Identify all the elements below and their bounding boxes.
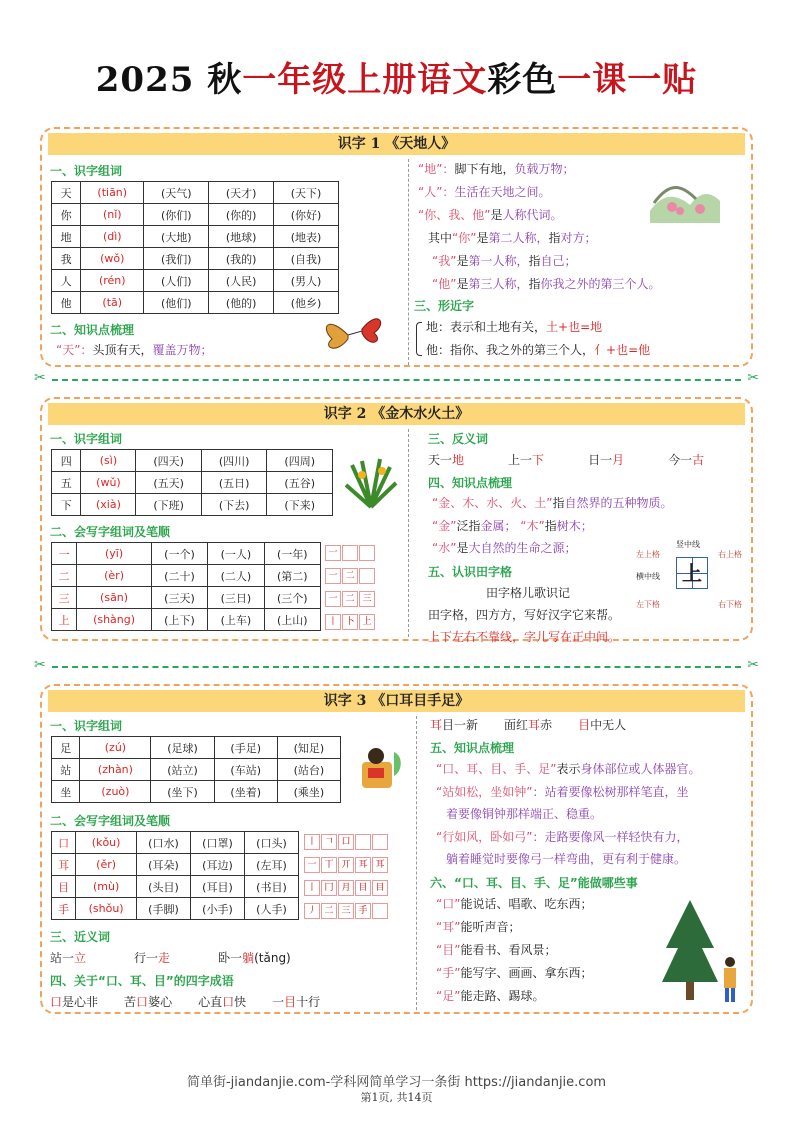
lesson3-card <box>40 684 753 1014</box>
word-cell: (他乡) <box>274 292 339 314</box>
antonym-pair <box>428 453 464 467</box>
section-heading: 一、识字组词 <box>50 164 123 178</box>
word-cell: (我们) <box>144 248 209 270</box>
pinyin-cell: (èr) <box>77 565 151 587</box>
word-cell: (头目) <box>136 876 190 898</box>
stroke-cell: 一 <box>325 591 341 607</box>
section-heading: 五、认识田字格 <box>428 565 513 579</box>
ability-text: 能看书、看风景； <box>460 943 557 957</box>
table-row <box>52 248 339 270</box>
scissors-icon: ✂ <box>34 657 46 673</box>
idiom-part: 口 <box>136 995 149 1009</box>
char-table <box>51 449 333 516</box>
word-cell: (知足) <box>277 737 340 759</box>
idiom-part: 十行 <box>296 995 321 1009</box>
stroke-cell: 丨 <box>304 834 320 850</box>
knowledge-line: “你、我、他”是人称代词。 <box>418 208 563 222</box>
word-cell: (五日) <box>201 472 267 494</box>
word-cell: (口头) <box>244 832 298 854</box>
table-row <box>52 182 339 204</box>
table-row <box>52 270 339 292</box>
word-cell: (坐下) <box>151 781 214 803</box>
plant-icon <box>342 455 400 509</box>
knowledge-line: “地”：脚下有地，负载万物； <box>418 162 575 176</box>
word-cell: (下来) <box>267 494 333 516</box>
word-cell: (二人) <box>208 565 264 587</box>
lesson2-heading: 识字 2 《金木水火土》 <box>48 403 745 425</box>
lesson1-heading: 识字 1 《天地人》 <box>48 133 745 155</box>
stroke-cell <box>359 568 375 584</box>
word-cell: (乘坐) <box>277 781 340 803</box>
word-cell: (自我) <box>274 248 339 270</box>
idiom <box>198 995 246 1009</box>
stroke-cell: 耳 <box>355 857 371 873</box>
table-row <box>52 204 339 226</box>
word-cell: (耳朵) <box>136 854 190 876</box>
section-heading: 一、识字组词 <box>50 719 123 733</box>
word-cell: (耳目) <box>190 876 244 898</box>
reading-child-icon <box>348 742 408 796</box>
word-cell: (大地) <box>144 226 209 248</box>
body-part: “目” <box>436 943 461 957</box>
char-cell: 四 <box>52 450 81 472</box>
table-row <box>52 737 341 759</box>
stroke-cell: 丨 <box>304 880 320 896</box>
word-cell: (上车) <box>208 609 264 631</box>
pinyin-cell: (wǔ) <box>81 472 136 494</box>
body-part: “耳” <box>436 920 461 934</box>
section-heading: 四、关于“口、耳、目”的四字成语 <box>50 974 234 988</box>
char-table <box>51 181 339 314</box>
table-row <box>52 898 299 920</box>
stroke-cell <box>342 545 358 561</box>
char-cell: 手 <box>52 898 76 920</box>
table-row <box>52 781 341 803</box>
divider <box>408 429 409 637</box>
idiom-part: 目 <box>578 718 591 732</box>
word-cell: (足球) <box>151 737 214 759</box>
lesson2-card <box>40 397 753 644</box>
pinyin-cell: (zú) <box>80 737 151 759</box>
section-heading: 一、识字组词 <box>50 432 123 446</box>
section-heading: 三、近义词 <box>50 930 111 944</box>
similar-char-line: 地：表示和土地有关，土+也=地 <box>426 320 603 334</box>
char-cell: 人 <box>52 270 81 292</box>
word-cell: (男人) <box>274 270 339 292</box>
idiom <box>430 718 478 732</box>
ability-text: 能听声音； <box>460 920 521 934</box>
antonym-pair <box>508 453 544 467</box>
butterfly-icon <box>318 309 384 361</box>
table-row <box>52 609 321 631</box>
lesson1-card <box>40 127 753 367</box>
stroke-cell: 一 <box>325 545 341 561</box>
stroke-cell: 月 <box>338 880 354 896</box>
antonym-a: 天一 <box>428 453 453 467</box>
ability-item <box>436 942 556 958</box>
word-cell: (耳边) <box>190 854 244 876</box>
pinyin-cell: (sān) <box>77 587 151 609</box>
stroke-cell: 丅 <box>321 857 337 873</box>
stroke-grid-row <box>325 614 376 630</box>
synonym-a: 站一 <box>50 951 75 965</box>
pinyin-cell: (shǒu) <box>76 898 137 920</box>
antonym-a: 今一 <box>668 453 693 467</box>
word-cell: (站台) <box>277 759 340 781</box>
body-part: “足” <box>436 989 461 1003</box>
idiom-part: 赤 <box>540 718 553 732</box>
divider <box>408 159 409 365</box>
word-cell: (一个) <box>151 543 207 565</box>
idiom-part: 是心非 <box>62 995 99 1009</box>
char-cell: 二 <box>52 565 77 587</box>
synonym-pair <box>134 951 170 965</box>
antonym-b: 下 <box>532 453 545 467</box>
ability-item <box>436 965 592 981</box>
word-cell: (三天) <box>151 587 207 609</box>
write-table <box>51 831 299 920</box>
word-cell: (他们) <box>144 292 209 314</box>
char-cell: 一 <box>52 543 77 565</box>
pinyin-cell: (zuò) <box>80 781 151 803</box>
ability-text: 能写字、画画、拿东西； <box>460 966 593 980</box>
word-cell: (地球) <box>209 226 274 248</box>
footer-site: 简单街-jiandanjie.com-学科网简单学习一条街 https://jiandanjie.com <box>186 1075 607 1090</box>
word-cell: (你们) <box>144 204 209 226</box>
similar-char-line: 他：指你、我之外的第三个人，亻+也=他 <box>426 343 651 357</box>
body-part: “手” <box>436 966 461 980</box>
word-cell: (三个) <box>264 587 320 609</box>
synonym-a: 行一 <box>134 951 159 965</box>
synonym-pair <box>50 951 86 965</box>
scissors-icon: ✂ <box>747 657 759 673</box>
char-cell: 他 <box>52 292 81 314</box>
antonym-line <box>428 452 748 468</box>
stroke-cell: 一 <box>325 568 341 584</box>
pinyin-cell: (nǐ) <box>81 204 144 226</box>
ability-item <box>436 919 520 935</box>
knowledge-line: “行如风，卧如弓”：走路要像风一样轻快有力， <box>436 830 689 844</box>
stroke-grid-row <box>325 545 376 561</box>
stroke-cell <box>355 834 371 850</box>
stroke-cell: 丌 <box>338 857 354 873</box>
idiom-part: 目 <box>284 995 297 1009</box>
char-cell: 口 <box>52 832 76 854</box>
rhyme-title: 田字格儿歌识记 <box>486 586 571 600</box>
ability-text: 能说话、唱歌、吃东西； <box>460 897 593 911</box>
table-row <box>52 292 339 314</box>
section-heading: 五、知识点梳理 <box>430 741 515 755</box>
idiom-part: 耳 <box>528 718 541 732</box>
word-cell: (天气) <box>144 182 209 204</box>
stroke-cell <box>372 903 388 919</box>
knowledge-line: “人”：生活在天地之间。 <box>418 185 551 199</box>
idiom <box>124 995 172 1009</box>
word-cell: (手足) <box>214 737 277 759</box>
word-cell: (下去) <box>201 494 267 516</box>
char-cell: 天 <box>52 182 81 204</box>
word-cell: (坐着) <box>214 781 277 803</box>
word-cell: (下班) <box>136 494 202 516</box>
pinyin-cell: (zhàn) <box>80 759 151 781</box>
stroke-cell: 二 <box>342 591 358 607</box>
pinyin-cell: (mù) <box>76 876 137 898</box>
idiom-part: 耳 <box>430 718 443 732</box>
cut-line <box>34 657 759 674</box>
word-cell: (三日) <box>208 587 264 609</box>
bracket <box>416 322 422 356</box>
idiom-part: 口 <box>222 995 235 1009</box>
page-number: 第1页, 共14页 <box>360 1091 433 1104</box>
word-cell: (口水) <box>136 832 190 854</box>
word-cell: (站立) <box>151 759 214 781</box>
section-heading: 二、会写字组词及笔顺 <box>50 814 171 828</box>
idiom <box>504 718 552 732</box>
word-cell: (四川) <box>201 450 267 472</box>
synonym-pair <box>218 951 291 965</box>
word-cell: (左耳) <box>244 854 298 876</box>
idiom <box>578 718 626 732</box>
stroke-cell: 一 <box>304 857 320 873</box>
word-cell: (书目) <box>244 876 298 898</box>
antonym-b: 古 <box>692 453 705 467</box>
stroke-cell: 上 <box>359 614 375 630</box>
synonym-b: 走 <box>158 951 171 965</box>
word-cell: (天下) <box>274 182 339 204</box>
table-row <box>52 565 321 587</box>
pinyin-cell: (ěr) <box>76 854 137 876</box>
knowledge-line: “水”是大自然的生命之源； <box>432 541 577 555</box>
char-cell: 五 <box>52 472 81 494</box>
divider <box>416 716 417 1010</box>
char-cell: 下 <box>52 494 81 516</box>
synonym-b: 立 <box>74 951 87 965</box>
idiom-line <box>50 994 410 1010</box>
word-cell: (人们) <box>144 270 209 292</box>
idiom-part: 目一新 <box>442 718 479 732</box>
word-cell: (五天) <box>136 472 202 494</box>
word-cell: (你的) <box>209 204 274 226</box>
idiom-part: 婆心 <box>148 995 173 1009</box>
word-cell: (上下) <box>151 609 207 631</box>
antonym-pair <box>668 453 704 467</box>
word-cell: (四周) <box>267 450 333 472</box>
word-cell: (他的) <box>209 292 274 314</box>
stroke-grid-row <box>304 857 389 873</box>
char-cell: 上 <box>52 609 77 631</box>
word-cell: (小手) <box>190 898 244 920</box>
word-cell: (手脚) <box>136 898 190 920</box>
char-cell: 坐 <box>52 781 80 803</box>
antonym-a: 上一 <box>508 453 533 467</box>
word-cell: (上山) <box>264 609 320 631</box>
stroke-cell: 口 <box>338 834 354 850</box>
antonym-b: 地 <box>452 453 465 467</box>
stroke-cell: 冂 <box>321 880 337 896</box>
cut-line <box>34 370 759 387</box>
word-cell: (我的) <box>209 248 274 270</box>
stroke-cell: 目 <box>372 880 388 896</box>
pinyin-cell: (xià) <box>81 494 136 516</box>
stroke-grid-row <box>304 903 389 919</box>
table-row <box>52 226 339 248</box>
word-cell: (天才) <box>209 182 274 204</box>
knowledge-line: “我”是第一人称，指自己； <box>432 254 577 268</box>
stroke-cell: 手 <box>355 903 371 919</box>
knowledge-line: 躺着睡觉时要像弓一样弯曲，更有利于健康。 <box>446 852 687 866</box>
pinyin-cell: (wǒ) <box>81 248 144 270</box>
section-heading: 三、反义词 <box>428 432 489 446</box>
section-heading: 二、知识点梳理 <box>50 323 135 337</box>
pinyin-cell: (sì) <box>81 450 136 472</box>
idiom-line <box>430 717 750 733</box>
stroke-cell: 丿 <box>304 903 320 919</box>
antonym-pair <box>588 453 624 467</box>
char-cell: 耳 <box>52 854 76 876</box>
knowledge-line: “金”泛指金属； “木”指树木； <box>432 519 593 533</box>
ability-item <box>436 896 592 912</box>
pinyin-cell: (dì) <box>81 226 144 248</box>
table-row <box>52 876 299 898</box>
synonym-b: 躺 <box>242 951 255 965</box>
word-cell: (一年) <box>264 543 320 565</box>
stroke-grid-row <box>325 591 376 607</box>
word-cell: (口罩) <box>190 832 244 854</box>
idiom-part: 一 <box>272 995 285 1009</box>
section-heading: 二、会写字组词及笔顺 <box>50 525 171 539</box>
knowledge-line: “金、木、水、火、土”指自然界的五种物质。 <box>432 496 673 510</box>
stroke-cell: 目 <box>355 880 371 896</box>
word-cell: (一人) <box>208 543 264 565</box>
idiom <box>272 995 320 1009</box>
antonym-a: 日一 <box>588 453 613 467</box>
table-row <box>52 450 333 472</box>
stroke-cell: 三 <box>359 591 375 607</box>
word-cell: (二十) <box>151 565 207 587</box>
idiom-part: 快 <box>234 995 247 1009</box>
idiom-part: 苦 <box>124 995 137 1009</box>
stroke-cell: 卜 <box>342 614 358 630</box>
table-row <box>52 759 341 781</box>
table-row <box>52 494 333 516</box>
body-part: “口” <box>436 897 461 911</box>
knowledge-line: 其中“你”是第二人称，指对方； <box>428 231 597 245</box>
pinyin-cell: (tiān) <box>81 182 144 204</box>
idiom-part: 心直 <box>198 995 223 1009</box>
stroke-cell: 二 <box>321 903 337 919</box>
char-table <box>51 736 341 803</box>
char-cell: 站 <box>52 759 80 781</box>
stroke-grid-row <box>304 834 389 850</box>
synonym-line <box>50 950 390 966</box>
char-cell: 三 <box>52 587 77 609</box>
stroke-cell: 耳 <box>372 857 388 873</box>
char-cell: 我 <box>52 248 81 270</box>
scissors-icon: ✂ <box>747 370 759 386</box>
table-row <box>52 543 321 565</box>
ability-item <box>436 988 544 1004</box>
stroke-grid-row <box>304 880 389 896</box>
stroke-grid-row <box>325 568 376 584</box>
synonym-a: 卧一 <box>218 951 243 965</box>
scissors-icon: ✂ <box>34 370 46 386</box>
knowledge-line: “站如松，坐如钟”：站着要像松树那样笔直，坐 <box>436 785 689 799</box>
idiom-part: 中无人 <box>590 718 627 732</box>
table-row <box>52 472 333 494</box>
stroke-cell <box>372 834 388 850</box>
knowledge-line: “天”：头顶有天，覆盖万物； <box>56 343 213 357</box>
idiom <box>50 995 98 1009</box>
rhyme-line: 田字格，四方方，写好汉字它来帮。 <box>428 608 621 622</box>
stroke-cell <box>359 545 375 561</box>
pinyin-cell: (shàng) <box>77 609 151 631</box>
word-cell: (地表) <box>274 226 339 248</box>
section-heading: 三、形近字 <box>414 299 475 313</box>
word-cell: (人手) <box>244 898 298 920</box>
stroke-cell: 丨 <box>325 614 341 630</box>
idiom-part: 口 <box>50 995 63 1009</box>
ability-text: 能走路、踢球。 <box>460 989 545 1003</box>
word-cell: (人民) <box>209 270 274 292</box>
pinyin-cell: (yī) <box>77 543 151 565</box>
char-cell: 目 <box>52 876 76 898</box>
char-cell: 你 <box>52 204 81 226</box>
word-cell: (车站) <box>214 759 277 781</box>
table-row <box>52 854 299 876</box>
synonym-pinyin: (tǎng) <box>254 951 291 965</box>
landscape-painting-icon <box>650 171 720 223</box>
pinyin-cell: (tā) <box>81 292 144 314</box>
table-row <box>52 587 321 609</box>
table-row <box>52 832 299 854</box>
word-cell: (五谷) <box>267 472 333 494</box>
antonym-b: 月 <box>612 453 625 467</box>
pinyin-cell: (rén) <box>81 270 144 292</box>
tree-and-child-icon <box>660 900 750 1010</box>
char-cell: 足 <box>52 737 80 759</box>
write-table <box>51 542 321 631</box>
stroke-cell: 三 <box>338 903 354 919</box>
rhyme-line: 上下左右不靠线，字儿写在正中间。 <box>428 630 621 644</box>
section-heading: 六、“口、耳、目、手、足”能做哪些事 <box>430 876 638 890</box>
knowledge-line: “他”是第三人称，指你我之外的第三个人。 <box>432 277 661 291</box>
stroke-cell: 𠃍 <box>321 834 337 850</box>
page-title: 2025 秋一年级上册语文彩色一课一贴 <box>95 60 698 100</box>
section-heading: 四、知识点梳理 <box>428 476 513 490</box>
idiom-part: 面红 <box>504 718 529 732</box>
knowledge-line: 着要像铜钟那样端正、稳重。 <box>446 807 603 821</box>
word-cell: (你好) <box>274 204 339 226</box>
stroke-cell: 二 <box>342 568 358 584</box>
word-cell: (第二) <box>264 565 320 587</box>
lesson3-heading: 识字 3 《口耳目手足》 <box>48 690 745 712</box>
pinyin-cell: (kǒu) <box>76 832 137 854</box>
tianzige-diagram: 竖中线 左上格 右上格 横中线 左下格 右下格 上 <box>636 540 742 609</box>
knowledge-line: “口、耳、目、手、足”表示身体部位或人体器官。 <box>436 762 701 776</box>
word-cell: (四天) <box>136 450 202 472</box>
char-cell: 地 <box>52 226 81 248</box>
